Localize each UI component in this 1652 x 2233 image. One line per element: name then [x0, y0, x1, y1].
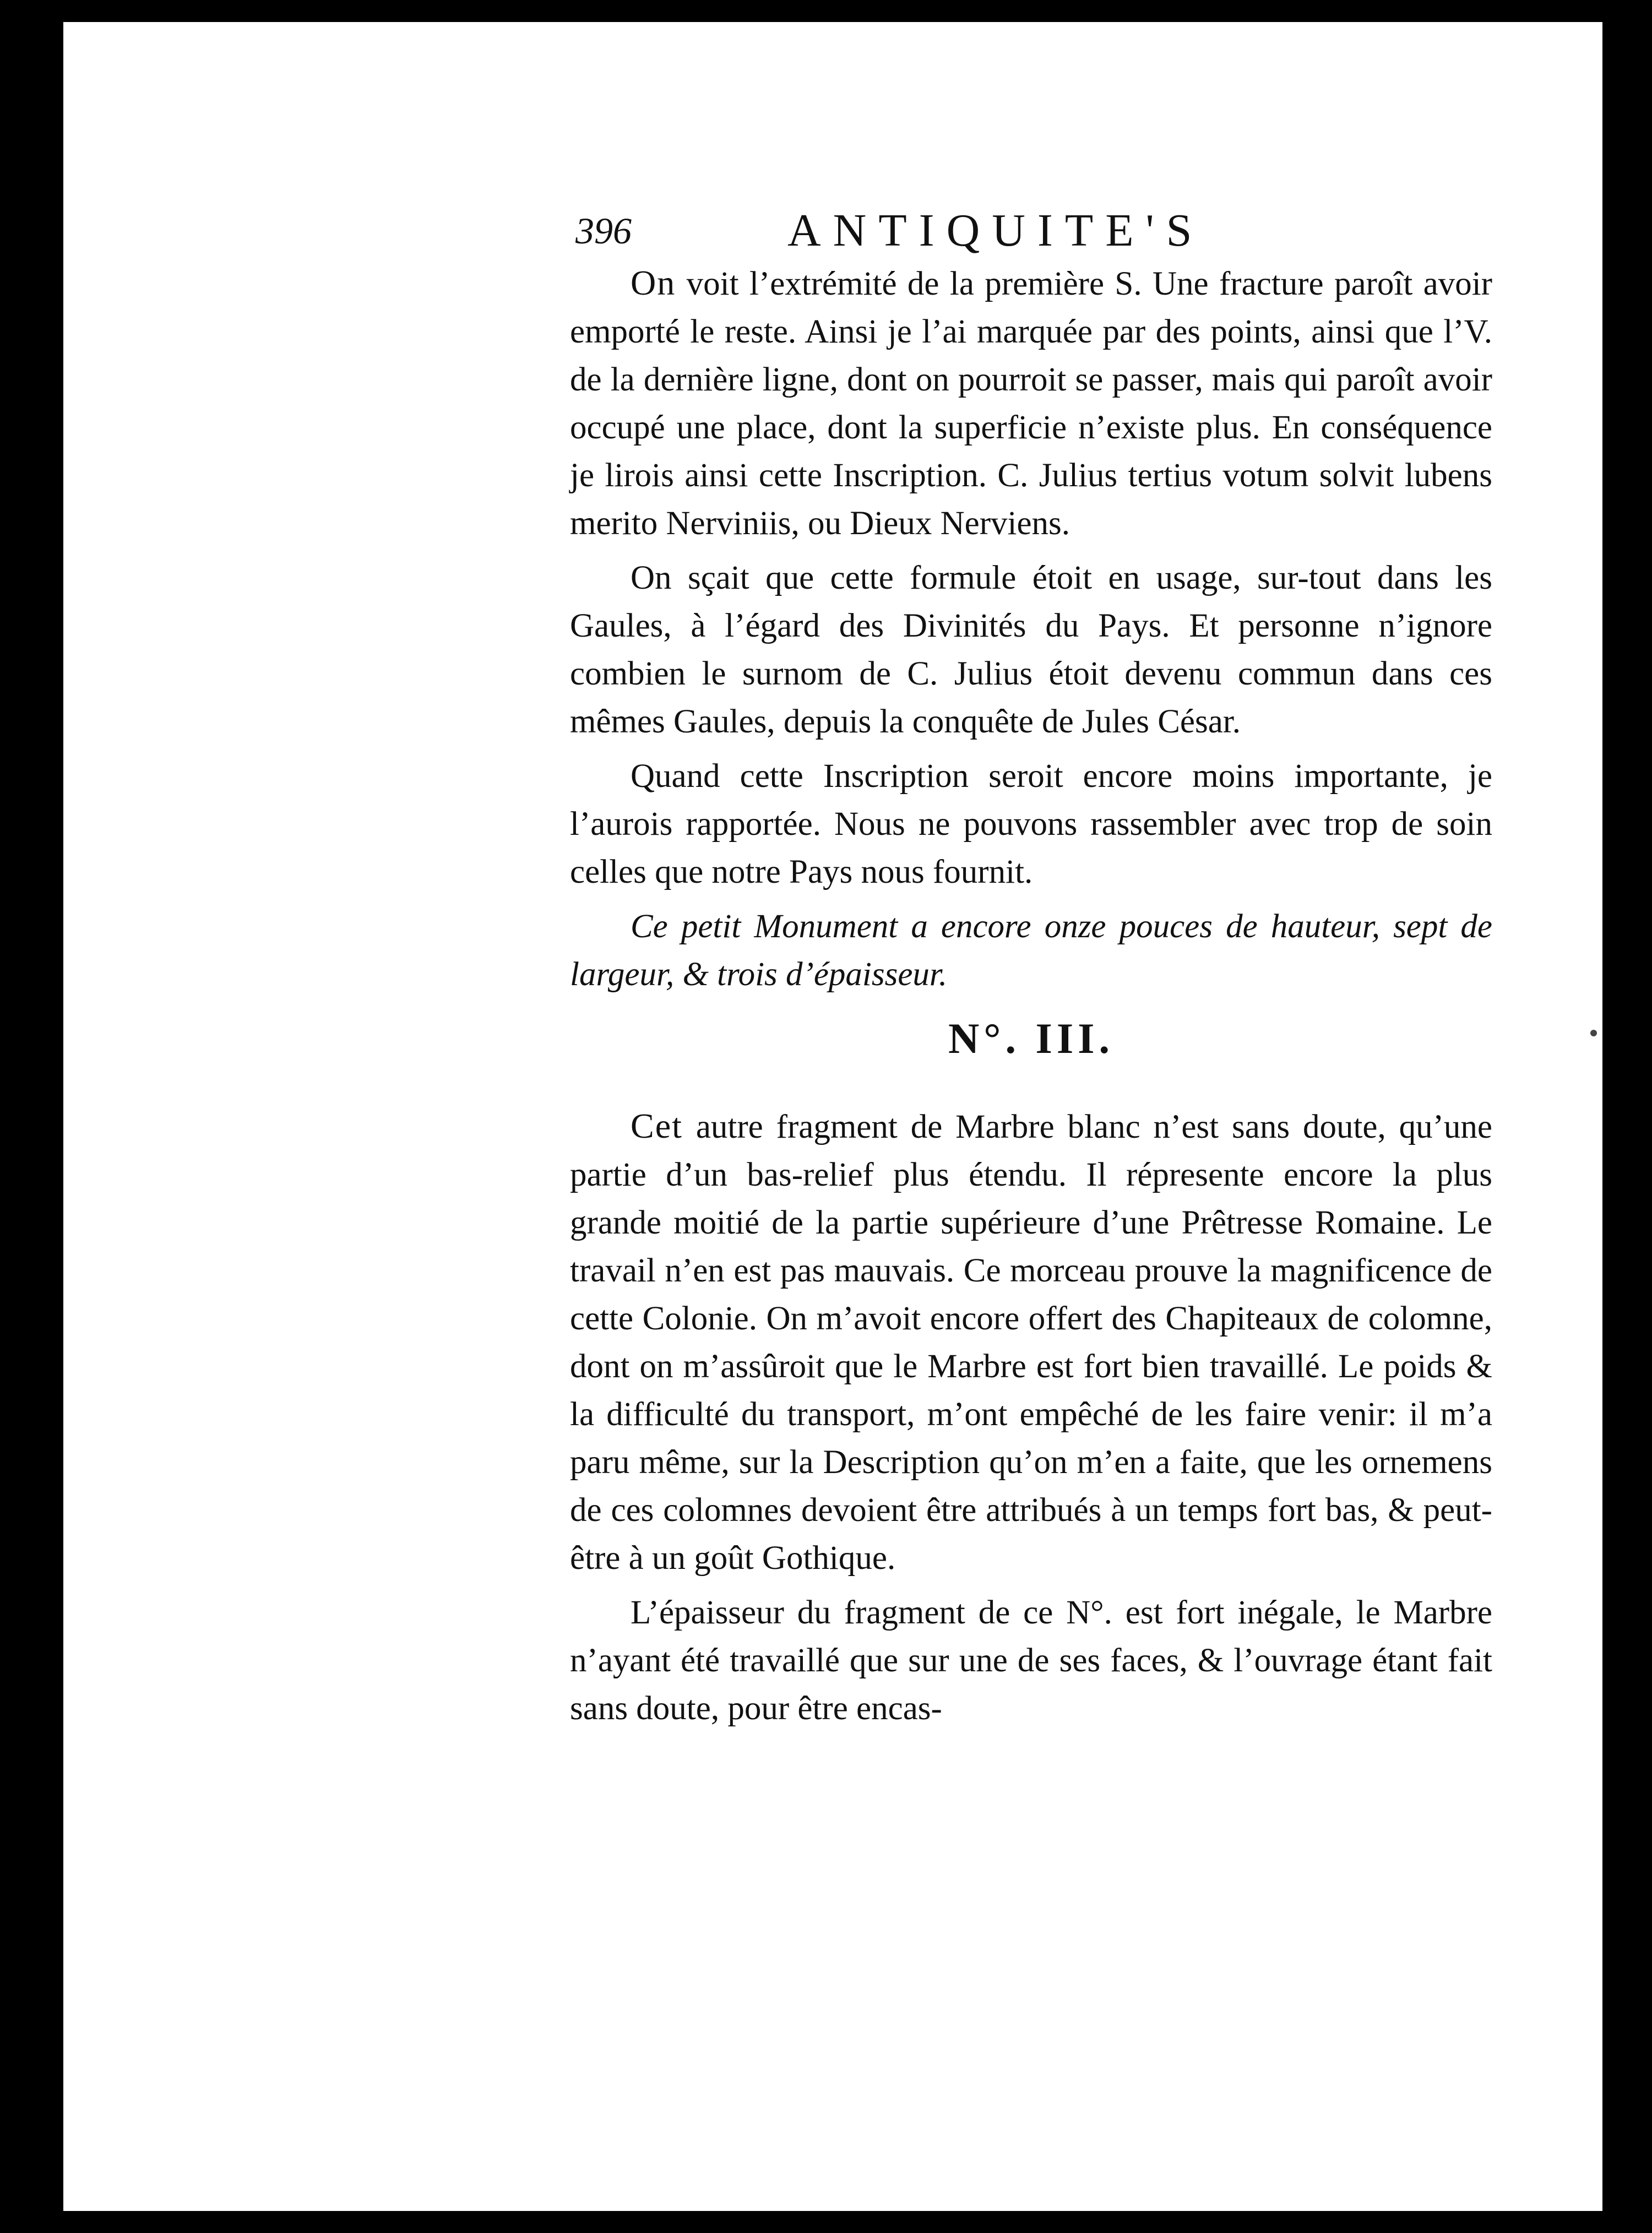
section-paragraph-1	[570, 1102, 1492, 1582]
paragraph-1	[570, 259, 1492, 547]
paragraph-text: On sçait que cette formule étoit en usage, sur-tout dans les Gaules, à l’égard des Divinités du Pays. Et personne n’ignore combien le surnom de C. Julius étoit devenu commun dans ces mêmes Gaules, depuis la conquête de Jules César.	[570, 559, 1492, 740]
paragraph-4	[570, 903, 1492, 998]
section-title: N°. III.	[948, 1014, 1115, 1062]
running-head	[570, 198, 1492, 259]
paragraph-text: autre fragment de Marbre blanc n’est sans doute, qu’une partie d’un bas-relief plus étendu. Il répresente encore la plus grande moitié de la partie supérieure d’une Prêtresse Romaine. Le travail n’en est pas mauvais. Ce morceau prouve la magnificence de cette Colonie. On m’avoit encore offert des Chapiteaux de colomne, dont on m’assûroit que le Marbre est fort bien travaillé. Le poids & la difficulté du transport, m’ont empêché de les faire venir: il m’a paru même, sur la Description qu’on m’en a faite, que les ornemens de ces colomnes devoient être attribués à un temps fort bas, & peut-être à un goût Gothique.	[570, 1109, 1492, 1577]
page-number: 396	[575, 210, 632, 252]
paragraph-text: voit l’extrémité de la première S. Une fracture paroît avoir emporté le reste. Ainsi je l’ai marquée par des points, ainsi que l’V. de la dernière ligne, dont on pourroit se passer, mais qui paroît avoir occupé une place, dont la superficie n’existe plus. En conséquence je lirois ainsi cette Inscription. C. Julius tertius votum solvit lubens merito Nerviniis, ou Dieux Nerviens.	[570, 265, 1492, 542]
paragraph-text: Ce petit Monument a encore onze pouces de hauteur, sept de largeur, & trois d’épaisseur.	[570, 908, 1492, 993]
running-title: ANTIQUITE'S	[787, 205, 1204, 256]
paragraph-2	[570, 554, 1492, 746]
paragraph-text: Quand cette Inscription seroit encore moins importante, je l’aurois rapportée. Nous ne pouvons rassembler avec trop de soin celles que notre Pays nous fournit.	[570, 758, 1492, 890]
paragraph-lead: On	[631, 263, 676, 302]
paragraph-text: L’épaisseur du fragment de ce N°. est fort inégale, le Marbre n’ayant été travaillé que sur une de ses faces, & l’ouvrage étant fait sans doute, pour être encas-	[570, 1594, 1492, 1727]
section-paragraph-2	[570, 1589, 1492, 1732]
paragraph-3	[570, 752, 1492, 896]
paragraph-lead: Cet	[631, 1106, 683, 1145]
margin-speck	[1590, 1030, 1597, 1036]
text-block	[570, 198, 1492, 1732]
book-page	[63, 22, 1602, 2211]
